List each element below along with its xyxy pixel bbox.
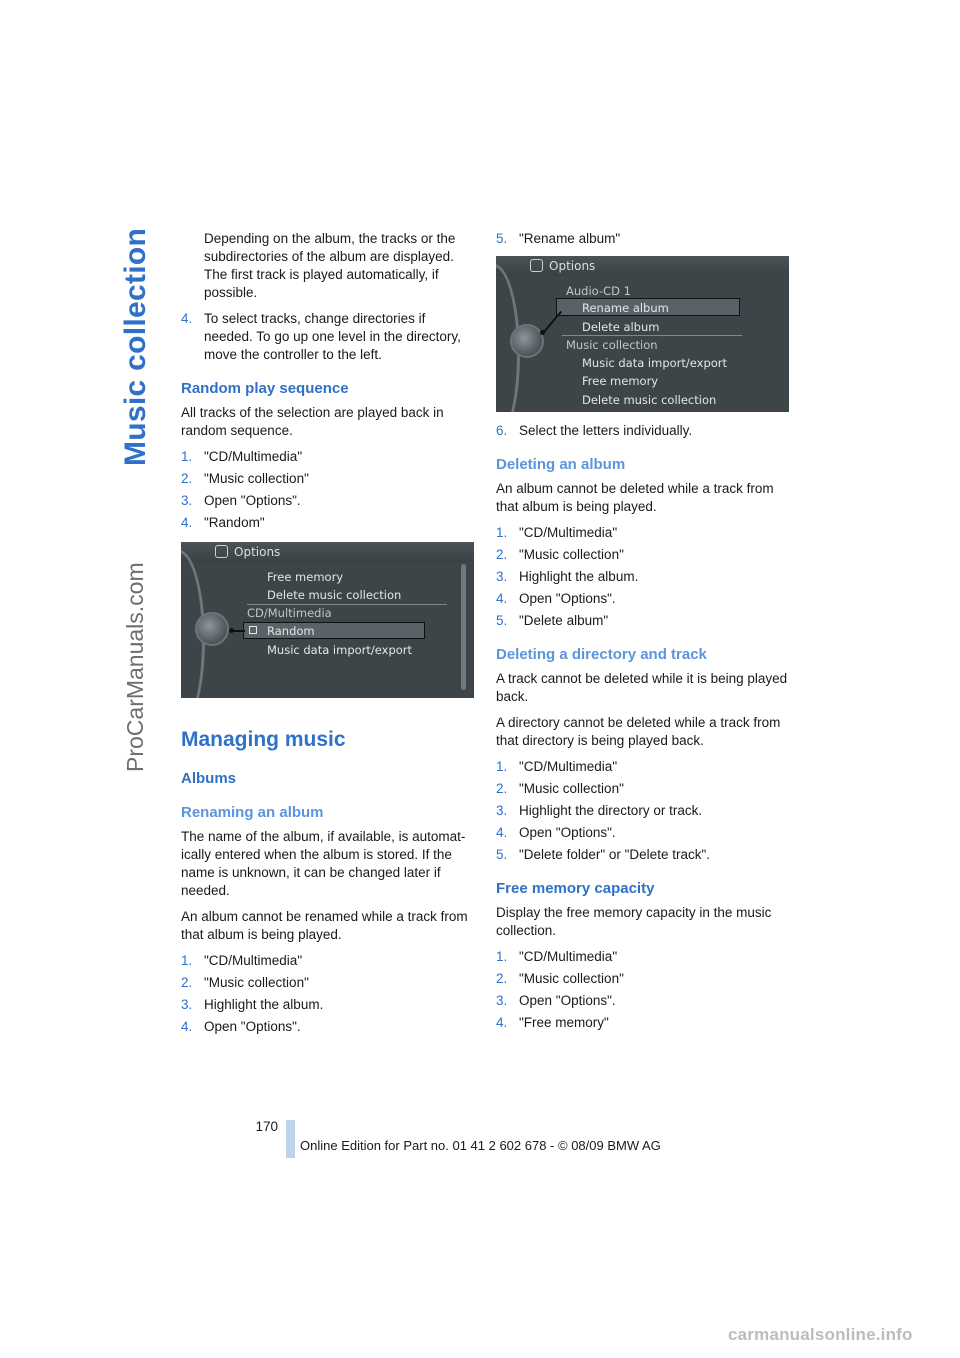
step-number: 1. xyxy=(181,449,193,464)
step-number: 5. xyxy=(496,847,508,862)
managing-music-heading: Managing music xyxy=(181,728,346,751)
step-item xyxy=(496,824,791,842)
menu-item: Free memory xyxy=(582,374,659,388)
step-text: "Music collection" xyxy=(519,971,624,986)
edition-note: Online Edition for Part no. 01 41 2 602 678 - © 08/09 BMW AG xyxy=(300,1138,661,1153)
step-text: Open "Options". xyxy=(519,825,616,840)
step-number: 3. xyxy=(496,993,508,1008)
step-item xyxy=(496,948,791,966)
delete-directory-paragraph-1: A track cannot be deleted while it is being played back. xyxy=(496,671,788,704)
free-memory-description: Display the free memory capacity in the music collection. xyxy=(496,905,772,938)
step-text: "Music collection" xyxy=(519,781,624,796)
checkbox-icon xyxy=(249,626,257,634)
step-text: "Delete folder" or "Delete track". xyxy=(519,847,710,862)
delete-directory-paragraph-2: A directory cannot be deleted while a track from that directory is being played back. xyxy=(496,715,781,748)
menu-section-label: Audio-CD 1 xyxy=(566,284,631,298)
section-side-title: Music collection xyxy=(119,228,152,467)
menu-item: Delete album xyxy=(582,320,660,334)
step-item xyxy=(496,524,791,542)
step-item xyxy=(181,514,476,532)
pointer-line xyxy=(542,311,561,333)
step-number: 2. xyxy=(181,975,193,990)
step-text: To select tracks, change directories if needed. To go up one level in the directory, move the controller to the left. xyxy=(204,311,461,362)
step-item xyxy=(496,780,791,798)
step-item xyxy=(181,470,476,488)
step-number: 3. xyxy=(181,997,193,1012)
step-item xyxy=(181,448,476,466)
step-number: 3. xyxy=(181,493,193,508)
pointer-line xyxy=(233,630,245,632)
step-number: 1. xyxy=(496,525,508,540)
step-number: 1. xyxy=(496,949,508,964)
step-item xyxy=(181,310,476,364)
step-item xyxy=(496,568,791,586)
step-number: 3. xyxy=(496,569,508,584)
step-number: 1. xyxy=(181,953,193,968)
step-number: 4. xyxy=(181,1019,193,1034)
step-number: 4. xyxy=(181,515,193,530)
random-description: All tracks of the selection are played back in random sequence. xyxy=(181,405,444,438)
step-number: 4. xyxy=(496,825,508,840)
step-text: "Random" xyxy=(204,515,265,530)
delete-album-heading: Deleting an album xyxy=(496,456,626,473)
left-column xyxy=(181,230,476,1040)
intro-paragraph: Depending on the album, the tracks or the subdirectories of the album are displayed. The first track is played automatically, if possible. xyxy=(204,231,456,300)
step-number: 5. xyxy=(496,613,508,628)
step-number: 2. xyxy=(181,471,193,486)
step-text: "CD/Multimedia" xyxy=(204,449,303,464)
step-item xyxy=(181,1018,476,1036)
step-text: "Delete album" xyxy=(519,613,609,628)
menu-item: Music data import/export xyxy=(582,356,728,370)
step-number: 2. xyxy=(496,547,508,562)
step-number: 6. xyxy=(496,423,508,438)
site-watermark-vertical: ProCarManuals.com xyxy=(122,562,148,772)
menu-section-label: Music collection xyxy=(566,338,658,352)
controller-knob xyxy=(510,324,544,358)
step-text: Highlight the album. xyxy=(204,997,324,1012)
menu-item: Delete music collection xyxy=(267,588,402,602)
random-heading: Random play sequence xyxy=(181,380,349,397)
step-item xyxy=(496,802,791,820)
rename-heading: Renaming an album xyxy=(181,804,324,821)
step-number: 2. xyxy=(496,971,508,986)
step-item xyxy=(496,992,791,1010)
step-number: 5. xyxy=(496,231,508,246)
step-text: "CD/Multimedia" xyxy=(204,953,303,968)
step-text: Open "Options". xyxy=(204,493,301,508)
delete-directory-heading: Deleting a directory and track xyxy=(496,646,707,663)
step-item xyxy=(181,996,476,1014)
step-text: "CD/Multimedia" xyxy=(519,525,618,540)
step-item xyxy=(181,952,476,970)
footer-accent-bar xyxy=(286,1120,295,1158)
menu-section-label: CD/Multimedia xyxy=(247,606,332,620)
step-item xyxy=(496,422,791,440)
step-number: 2. xyxy=(496,781,508,796)
scrollbar xyxy=(461,564,466,690)
step-item xyxy=(496,758,791,776)
step-item xyxy=(496,970,791,988)
step-number: 1. xyxy=(496,759,508,774)
step-text: "Music collection" xyxy=(204,471,309,486)
menu-item: Music data import/export xyxy=(267,643,413,657)
screen-title: Options xyxy=(234,545,281,559)
step-text: Open "Options". xyxy=(204,1019,301,1034)
step-text: Open "Options". xyxy=(519,993,616,1008)
options-icon xyxy=(530,259,543,272)
site-watermark: carmanualsonline.info xyxy=(728,1325,913,1344)
rename-paragraph-2: An album cannot be renamed while a track from that album is being played. xyxy=(181,909,468,942)
menu-item: Delete music collection xyxy=(582,393,717,407)
screen-title: Options xyxy=(549,259,596,273)
step-text: "CD/Multimedia" xyxy=(519,949,618,964)
step-text: "Free memory" xyxy=(519,1015,609,1030)
step-number: 3. xyxy=(496,803,508,818)
step-number: 4. xyxy=(496,1015,508,1030)
albums-heading: Albums xyxy=(181,770,237,787)
step-number: 4. xyxy=(496,591,508,606)
controller-knob xyxy=(195,612,229,646)
step-text: Highlight the directory or track. xyxy=(519,803,703,818)
step-item xyxy=(181,974,476,992)
idrive-screen-random xyxy=(181,542,474,698)
step-text: Open "Options". xyxy=(519,591,616,606)
step-text: "Music collection" xyxy=(519,547,624,562)
step-item xyxy=(496,846,791,864)
step-number: 4. xyxy=(181,311,193,326)
delete-album-description: An album cannot be deleted while a track from that album is being played. xyxy=(496,481,774,514)
step-item xyxy=(496,546,791,564)
step-item xyxy=(496,612,791,630)
right-column xyxy=(496,230,791,1036)
step-text: "Rename album" xyxy=(519,231,621,246)
menu-item: Free memory xyxy=(267,570,344,584)
idrive-screen-rename xyxy=(496,256,789,412)
menu-item-selected: Rename album xyxy=(582,301,669,315)
menu-item-selected: Random xyxy=(267,624,315,638)
page-number: 170 xyxy=(255,1119,278,1134)
free-memory-heading: Free memory capacity xyxy=(496,880,655,897)
step-text: Highlight the album. xyxy=(519,569,639,584)
step-item xyxy=(496,230,791,248)
step-item xyxy=(496,1014,791,1032)
rename-paragraph-1: The name of the album, if available, is automat-ically entered when the album is stored. If the name is unknown, it can be changed later if needed. xyxy=(181,829,466,898)
step-item xyxy=(181,492,476,510)
step-text: "Music collection" xyxy=(204,975,309,990)
step-text: Select the letters individually. xyxy=(519,423,693,438)
step-item xyxy=(496,590,791,608)
step-text: "CD/Multimedia" xyxy=(519,759,618,774)
options-icon xyxy=(215,545,228,558)
